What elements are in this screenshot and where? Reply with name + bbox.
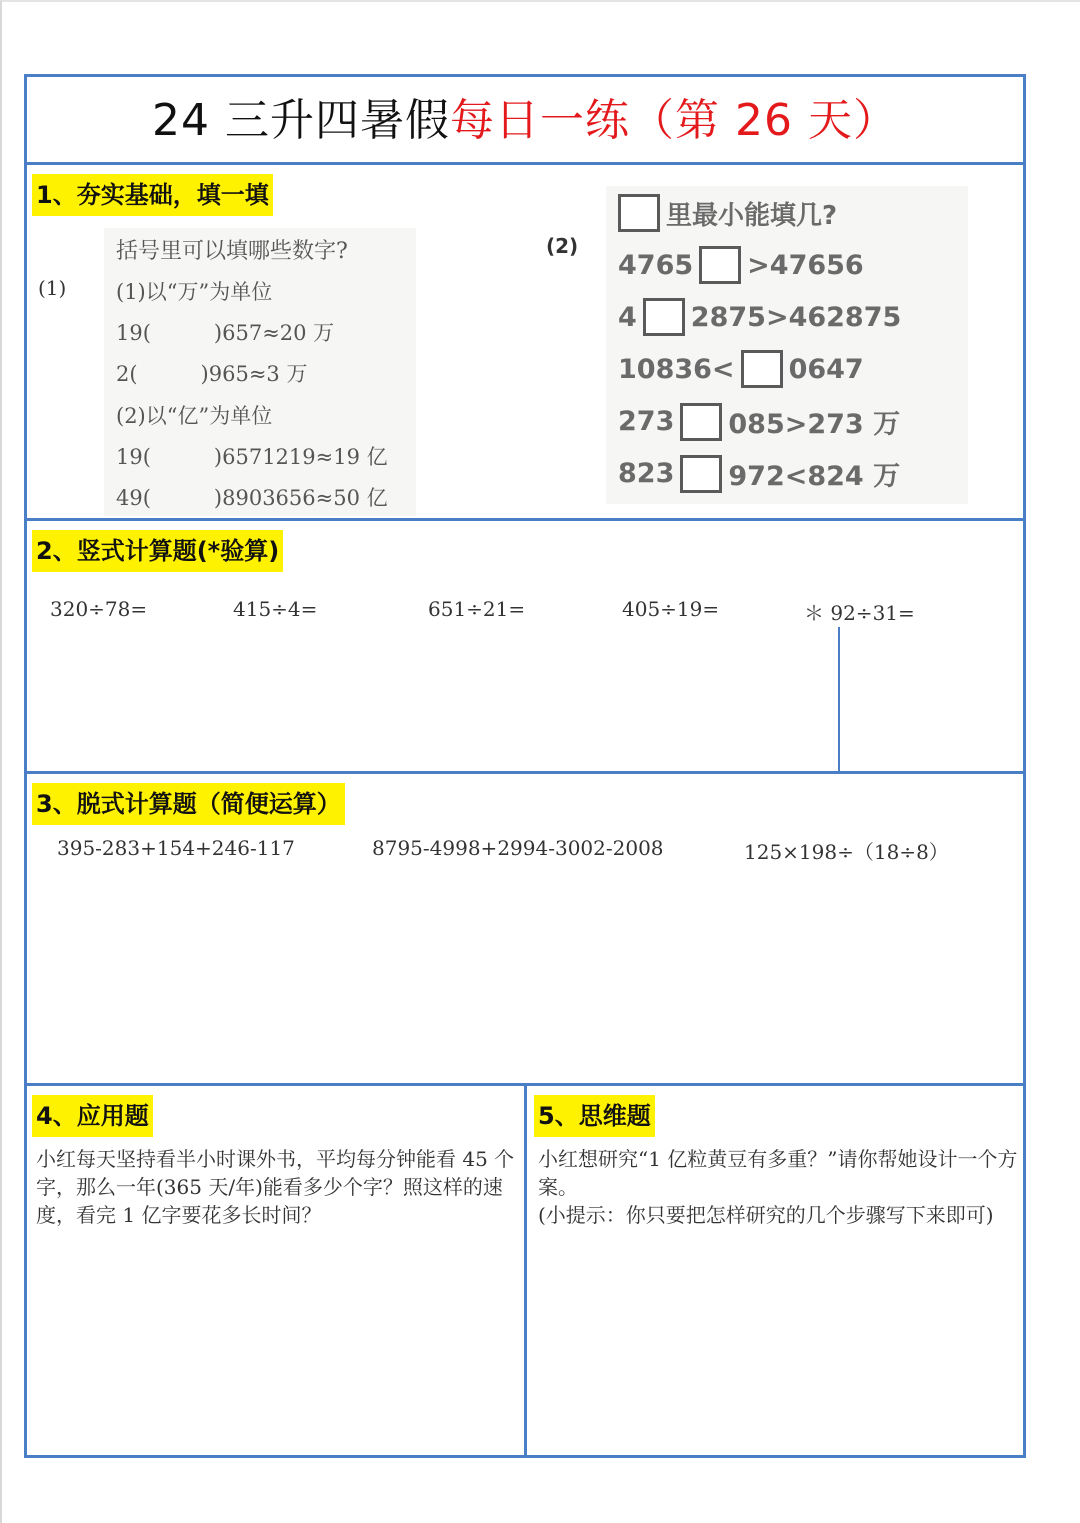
part1-label: (1)	[38, 276, 67, 300]
row-before: 10836<	[618, 353, 735, 385]
row-before: 4	[618, 301, 637, 333]
part1-line: (2)以“亿”为单位	[116, 404, 273, 428]
part2-row	[618, 246, 864, 284]
section-3-heading: 3、脱式计算题（简便运算）	[32, 783, 345, 825]
section-2-heading: 2、竖式计算题(*验算)	[32, 530, 283, 572]
part1-line: (1)以“万”为单位	[116, 280, 273, 304]
row-after: 2875>462875	[690, 301, 902, 333]
divider-s4-s5	[524, 1083, 527, 1458]
section-4-heading: 4、应用题	[32, 1095, 153, 1137]
row-before: 823	[618, 458, 675, 489]
expression-problem: 395-283+154+246-117	[57, 836, 295, 860]
row-after: >47656	[747, 249, 864, 281]
part2-title-text: 里最小能填几?	[666, 200, 838, 231]
title-red: 每日一练（第 26 天）	[450, 95, 898, 146]
word-problem-text: 小红每天坚持看半小时课外书，平均每分钟能看 45 个字，那么一年(365 天/年)能看多少个字？照这样的速度，看完 1 亿字要花多长时间？	[36, 1147, 515, 1227]
blank-box	[643, 298, 685, 336]
part1-line: 19( )6571219≈19 亿	[116, 445, 388, 469]
thinking-problem-text: 小红想研究“1 亿粒黄豆有多重？”请你帮她设计一个方案。	[538, 1147, 1018, 1199]
part2-row	[618, 350, 864, 388]
part1-line: 括号里可以填哪些数字?	[116, 239, 348, 264]
division-problem: 320÷78=	[50, 597, 148, 621]
row-after: 085>273 万	[728, 409, 901, 440]
blank-box	[741, 350, 783, 388]
blank-box	[680, 403, 722, 441]
blank-box	[618, 194, 660, 232]
thinking-problem-hint: (小提示：你只要把怎样研究的几个步骤写下来即可)	[538, 1203, 994, 1227]
blank-box	[699, 246, 741, 284]
part2-row	[618, 454, 900, 493]
part2-title	[618, 194, 837, 232]
part1-line: 49( )8903656≈50 亿	[116, 486, 388, 510]
division-problem: 651÷21=	[428, 597, 526, 621]
row-before: 273	[618, 406, 675, 437]
division-problem: 415÷4=	[233, 597, 318, 621]
row-before: 4765	[618, 249, 694, 281]
part2-row	[618, 402, 900, 441]
section-5-heading: 5、思维题	[534, 1095, 655, 1137]
expression-problem: 125×198÷（18÷8）	[744, 840, 949, 864]
divider-s1	[24, 518, 1026, 521]
divider-s2	[24, 771, 1026, 774]
expression-problem: 8795-4998+2994-3002-2008	[372, 836, 664, 860]
part2-label: (2)	[546, 234, 579, 258]
section-1-heading: 1、夯实基础，填一填	[32, 174, 273, 216]
page-title	[24, 77, 1026, 164]
division-problem: 405÷19=	[622, 597, 720, 621]
part1-line: 2( )965≈3 万	[116, 362, 308, 386]
row-after: 0647	[788, 353, 864, 385]
division-problem: ＊ 92÷31=	[804, 601, 915, 625]
part2-row	[618, 298, 901, 336]
blank-box	[680, 455, 722, 493]
divider-s2-check	[838, 627, 840, 773]
row-after: 972<824 万	[728, 461, 901, 492]
title-black: 24 三升四暑假	[152, 95, 450, 146]
part1-line: 19( )657≈20 万	[116, 321, 335, 345]
